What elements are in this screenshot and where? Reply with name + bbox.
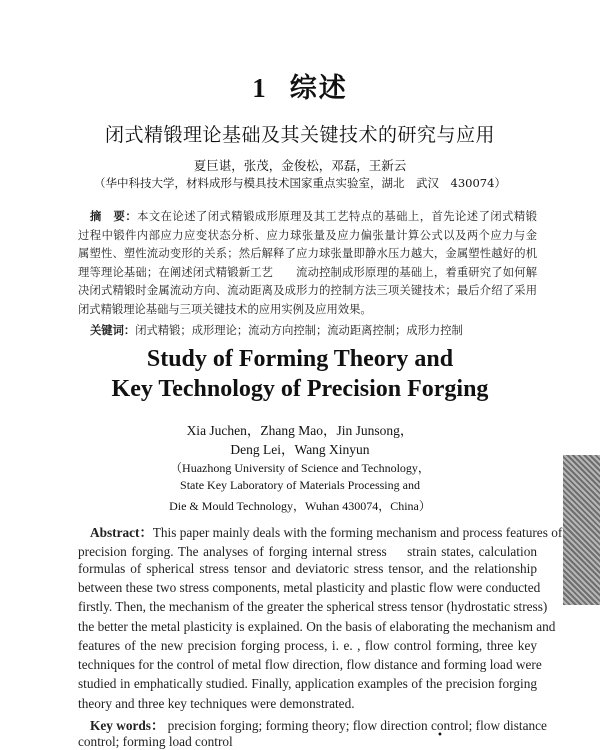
line-text: 决闭式精锻时金属流动方向、流动距离及成形力的控制方法三项关键技术；最后介绍了采用 <box>78 284 537 298</box>
line-text: 理等理论基础；在阐述闭式精锻新工艺 流动控制成形原理的基础上，着重研究了如何解 <box>78 265 537 279</box>
line-text: the better the metal plasticity is explained. On the basis of elaborating the mechanism and <box>78 618 556 634</box>
english-abstract-line <box>78 599 548 615</box>
english-keywords-line-2: control; forming load control <box>78 734 233 749</box>
chinese-affiliation: （华中科技大学，材料成形与模具技术国家重点实验室，湖北 武汉 430074） <box>94 176 506 190</box>
line-text: between these two stress components, metal plasticity and plastic flow were conducted <box>78 579 541 595</box>
line-text: This paper mainly deals with the forming mechanism and process features of <box>152 525 563 540</box>
line-text: 属塑性、塑性流动变形的关系；然后解释了应力球张量即静水压力越大，金属塑性越好的机 <box>78 247 537 261</box>
abstract-label: 摘 要： <box>90 210 138 223</box>
english-abstract-line <box>78 676 537 692</box>
chinese-abstract-line <box>90 208 537 224</box>
english-affiliation-line-3: Die & Mould Technology，Wuhan 430074，China） <box>169 499 431 513</box>
english-abstract-line <box>78 579 541 596</box>
english-keywords-line-1: Key words： precision forging; forming theory; flow direction control; flow distance <box>90 718 547 733</box>
chinese-abstract-line <box>78 264 537 280</box>
chinese-abstract-line <box>78 282 537 298</box>
line-text: precision forging. The analyses of forging internal stress strain states, calculation <box>78 544 537 560</box>
english-abstract-line <box>78 618 556 635</box>
english-title-line-1: Study of Forming Theory and <box>146 346 454 372</box>
line-text: formulas of spherical stress tensor and deviatoric stress tensor, and the relationship <box>78 560 537 576</box>
line-text: 过程中锻件内部应力应变状态分析、应力球张量及应力偏张量计算公式以及两个应力与金 <box>78 228 537 242</box>
english-affiliation-line-2: State Key Laboratory of Materials Processing and <box>180 478 420 492</box>
english-abstract-line <box>90 522 563 541</box>
line-text: 本文在论述了闭式精锻成形原理及其工艺特点的基础上，首先论述了闭式精锻 <box>137 210 537 223</box>
scan-speck: • <box>437 730 443 741</box>
abstract-label: Abstract： <box>90 525 153 540</box>
line-text: theory and three key techniques were demonstrated. <box>78 695 355 711</box>
section-heading: 1 综述 <box>252 73 348 104</box>
chinese-abstract-line <box>78 227 537 243</box>
line-text: 闭式精锻理论基础与三项关键技术的应用实例及应用效果。 <box>78 303 372 316</box>
line-text: studied in emphatically studied. Finally, application examples of the precision forging <box>78 676 537 692</box>
english-abstract-line <box>78 657 542 673</box>
english-affiliation-line-1: （Huazhong University of Science and Technology， <box>170 461 430 475</box>
english-title-line-2: Key Technology of Precision Forging <box>111 376 489 402</box>
english-abstract-line <box>78 561 537 577</box>
chinese-authors: 夏巨谌，张茂，金俊松，邓磊，王新云 <box>193 158 407 173</box>
line-text: features of the new precision forging process, i. e. , flow control forming, three key <box>78 637 537 653</box>
chinese-keywords: 关键词：闭式精锻；成形理论；流动方向控制；流动距离控制；成形力控制 <box>90 324 463 337</box>
english-authors-line-1: Xia Juchen，Zhang Mao，Jin Junsong， <box>186 423 414 438</box>
line-text: firstly. Then, the mechanism of the greater the spherical stress tensor (hydrostatic stress) <box>78 599 548 615</box>
english-authors-line-2: Deng Lei，Wang Xinyun <box>230 442 370 457</box>
chinese-abstract-line <box>78 301 537 317</box>
english-abstract-line <box>78 638 537 654</box>
line-text: techniques for the control of metal flow direction, flow distance and forming load were <box>78 657 542 673</box>
english-abstract-line <box>78 696 537 712</box>
scan-artifact <box>563 455 600 605</box>
chinese-abstract-line <box>78 245 537 261</box>
english-abstract-line <box>78 541 537 560</box>
chinese-title: 闭式精锻理论基础及其关键技术的研究与应用 <box>104 124 495 146</box>
